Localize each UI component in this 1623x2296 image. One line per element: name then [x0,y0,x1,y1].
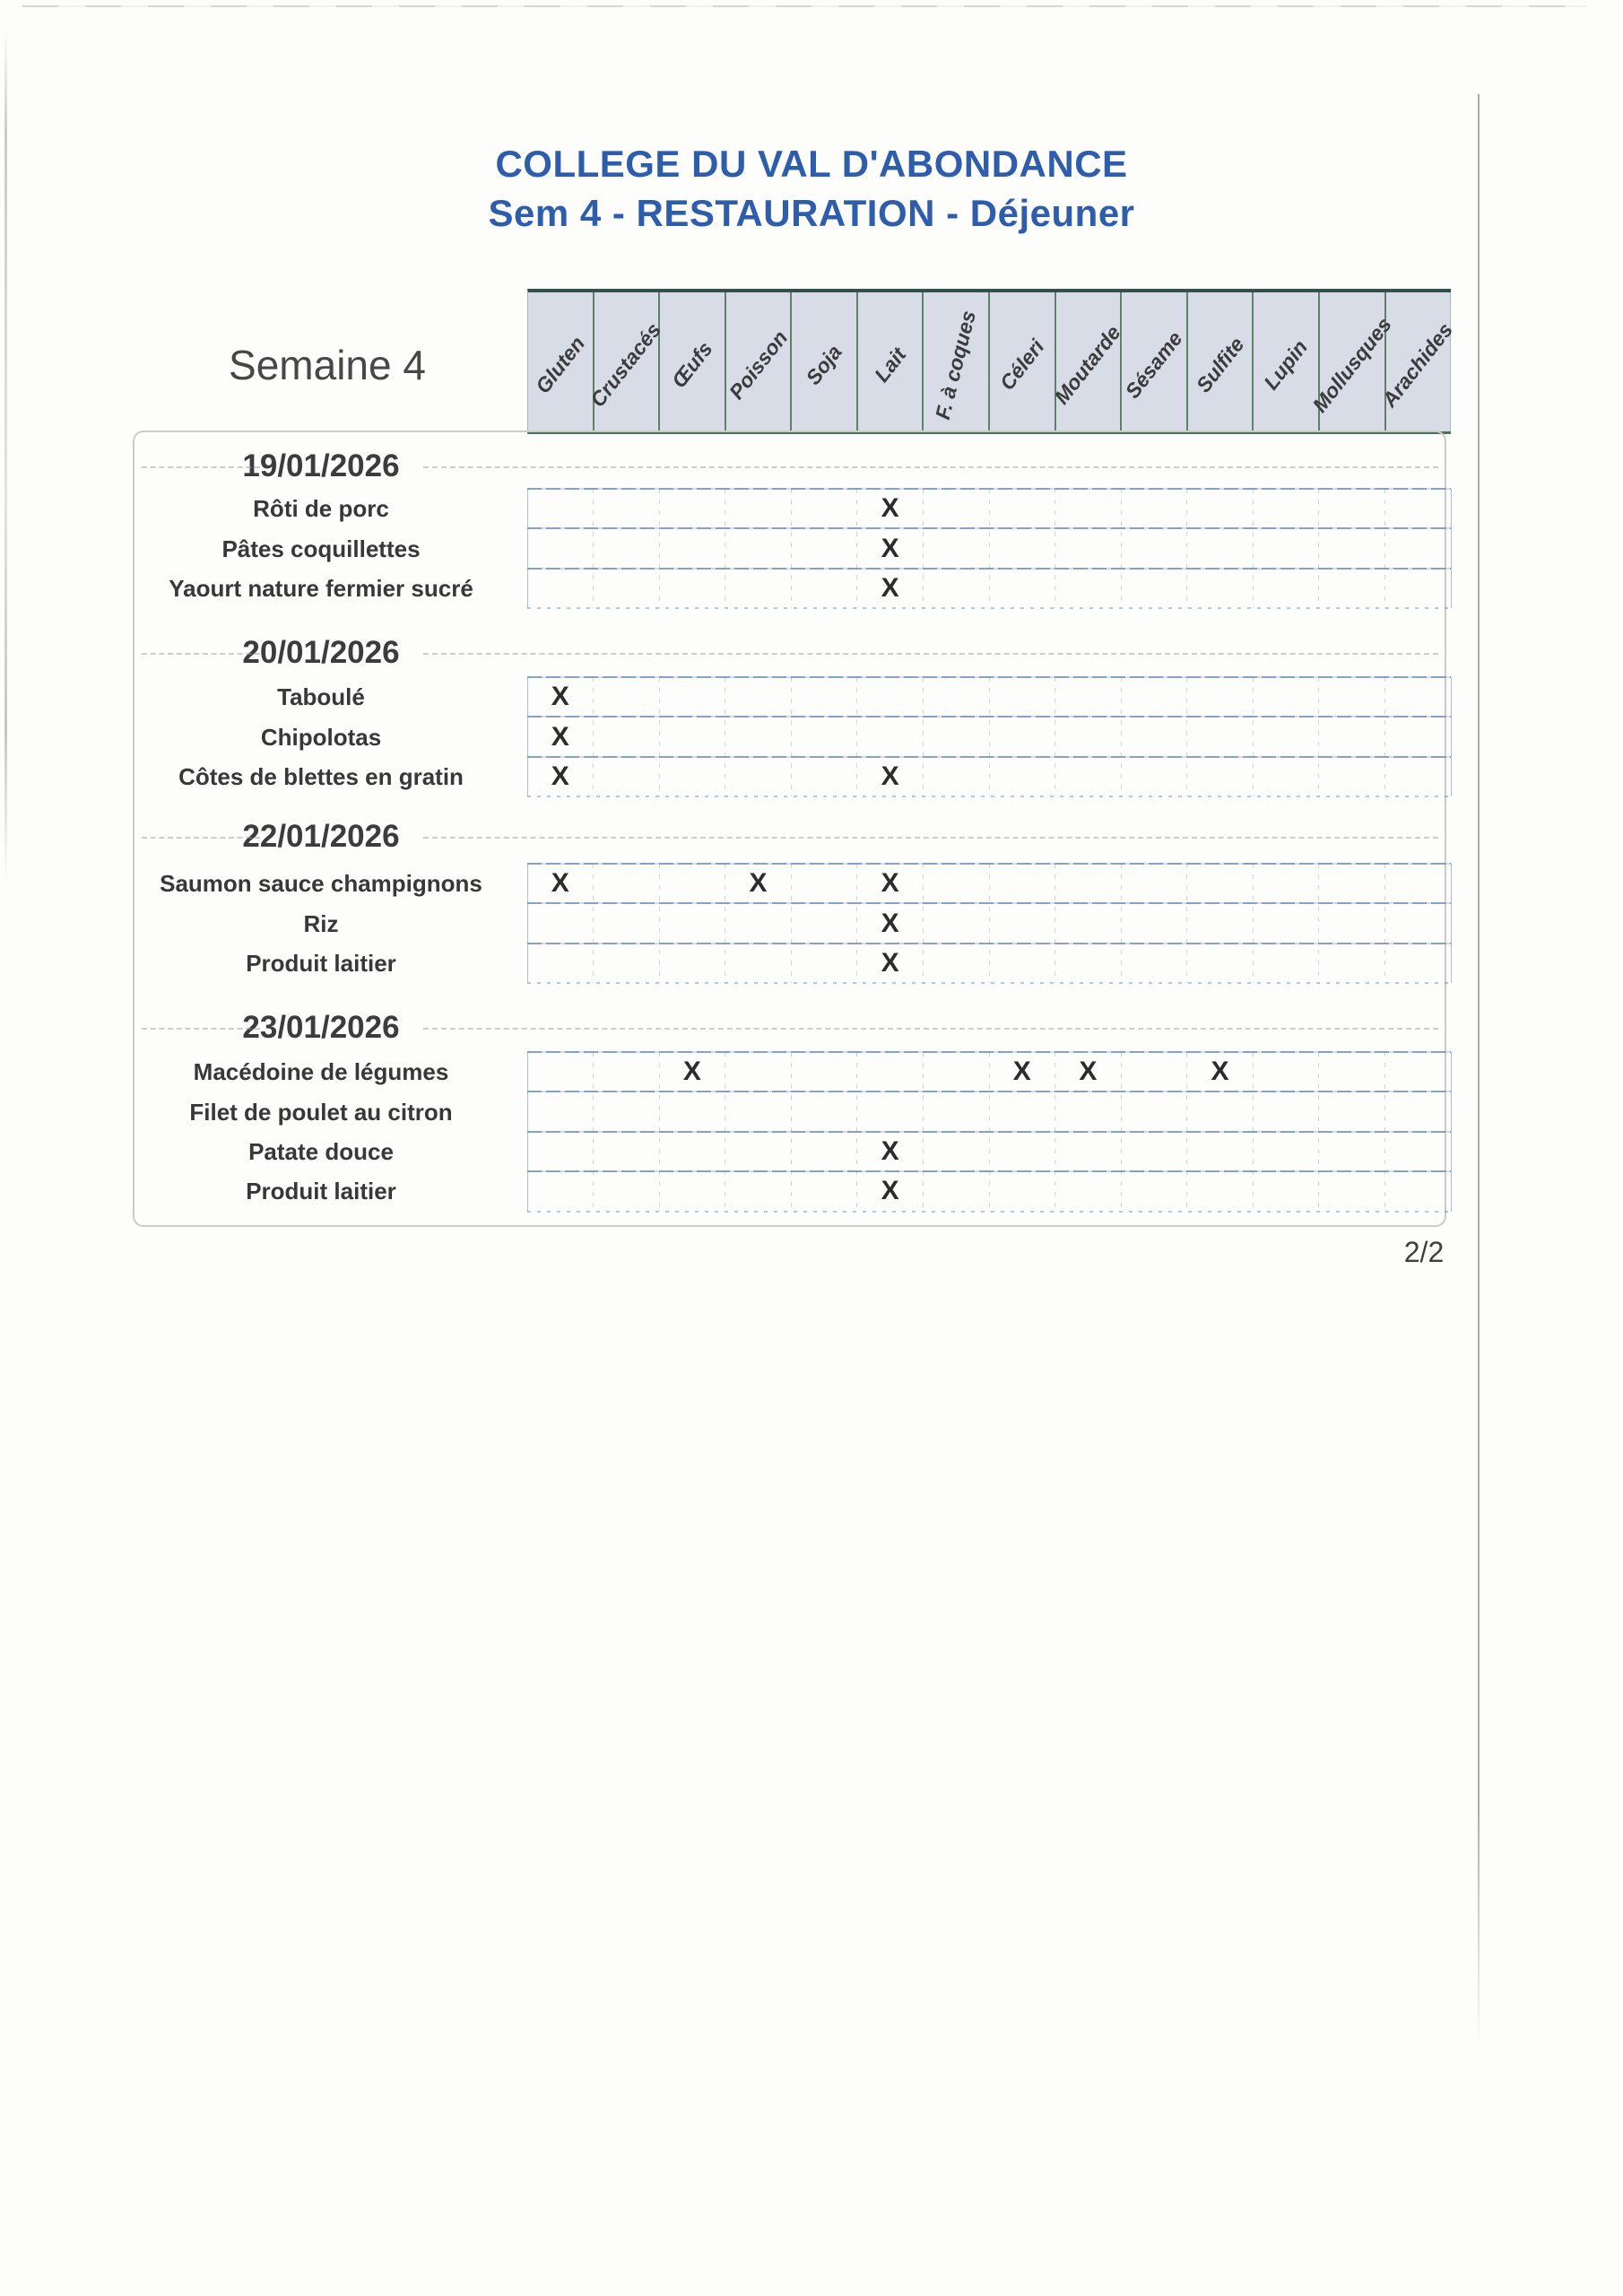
menu-item-label: Taboulé [277,683,365,711]
menu-item-label: Produit laitier [246,950,396,977]
school-name: COLLEGE DU VAL D'ABONDANCE [495,143,1128,185]
menu-item-label: Côtes de blettes en gratin [178,763,464,790]
allergen-label: Lupin [1259,335,1313,394]
grid-column-line [923,864,924,983]
allergen-mark-2: X [682,1057,701,1087]
week-label: Semaine 4 [229,342,426,388]
grid-column-line [923,677,924,796]
scan-artifact-right-edge [1478,94,1480,2049]
grid-column-line [659,864,660,983]
grid-column-line [791,677,792,796]
allergen-header-row [527,289,1458,434]
date-dash-left [142,653,260,655]
grid-column-line [1121,1052,1122,1212]
allergen-grid [527,677,1451,796]
grid-column-line [1318,1052,1319,1212]
grid-column-line [593,1052,594,1212]
allergen-column-9 [1122,292,1188,431]
allergen-label: F. à coques [931,308,981,422]
section-date: 23/01/2026 [242,1010,400,1045]
allergen-mark-0: X [551,761,569,791]
grid-column-line [1384,489,1385,608]
allergen-grid [527,864,1451,983]
grid-column-line [527,677,528,796]
allergen-mark-5: X [881,868,899,899]
grid-column-line [1186,1052,1187,1212]
section-date: 19/01/2026 [242,448,400,483]
menu-item-label: Pâtes coquillettes [221,535,421,562]
menu-item-label: Yaourt nature fermier sucré [169,575,473,602]
allergen-column-12 [1307,292,1396,431]
allergen-column-5 [858,292,924,431]
grid-column-line [1451,1052,1452,1212]
menu-item-label: Rôti de porc [253,495,389,523]
allergen-label: Lait [869,343,911,387]
grid-column-line [989,1052,990,1212]
allergen-column-4 [792,292,858,431]
section-date: 22/01/2026 [242,819,400,854]
grid-column-line [1451,677,1452,796]
grid-column-line [1318,677,1319,796]
allergen-mark-3: X [749,868,768,899]
menu-item-label: Riz [303,909,339,937]
allergen-label: Sulfite [1191,332,1249,396]
allergen-label: Crustacés [586,317,666,412]
allergen-column-7 [990,292,1056,431]
grid-column-line [989,489,990,608]
menu-item-label: Saumon sauce champignons [160,870,482,898]
document-subtitle: Sem 4 - RESTAURATION - Déjeuner [488,192,1135,234]
date-dash-left [142,1028,260,1030]
grid-column-line [989,864,990,983]
grid-column-line [791,1052,792,1212]
grid-column-line [1121,489,1122,608]
allergen-mark-0: X [551,868,569,899]
allergen-column-8 [1049,292,1126,431]
grid-column-line [791,489,792,608]
allergen-grid [527,489,1451,608]
allergen-mark-5: X [881,948,899,978]
date-dash-right [423,837,1438,839]
menu-item-label: Chipolotas [260,723,382,751]
menu-item-label: Filet de poulet au citron [189,1098,453,1126]
grid-column-line [1253,1052,1254,1212]
menu-item-label: Macédoine de légumes [193,1058,449,1086]
grid-column-line [1451,489,1452,608]
grid-column-line [856,489,857,608]
allergen-mark-5: X [881,1176,899,1206]
grid-column-line [856,677,857,796]
grid-column-line [1186,489,1187,608]
grid-column-line [1186,677,1187,796]
grid-column-line [659,489,660,608]
allergen-mark-10: X [1211,1057,1229,1087]
grid-column-line [659,1052,660,1212]
allergen-column-1 [586,292,666,431]
grid-column-line [527,864,528,983]
grid-column-line [1253,864,1254,983]
date-dash-left [142,837,260,839]
grid-column-line [1451,864,1452,983]
grid-column-line [527,489,528,608]
grid-column-line [1384,864,1385,983]
grid-column-line [1121,864,1122,983]
allergen-column-10 [1188,292,1254,431]
grid-column-line [1318,489,1319,608]
allergen-mark-7: X [1012,1057,1031,1087]
grid-column-line [1121,677,1122,796]
grid-column-line [1384,677,1385,796]
grid-column-line [593,677,594,796]
allergen-label: Poisson [724,326,792,404]
grid-column-line [923,489,924,608]
date-dash-right [423,1028,1438,1030]
page-number: 2/2 [1403,1236,1445,1268]
scan-artifact-top-edge [22,5,1587,7]
allergen-column-3 [726,292,793,431]
grid-column-line [659,677,660,796]
date-dash-right [423,466,1438,468]
scan-artifact-left-edge [4,31,7,883]
grid-column-line [791,864,792,983]
grid-column-line [527,1052,528,1212]
grid-column-line [1384,1052,1385,1212]
grid-column-line [1253,489,1254,608]
allergen-column-11 [1254,292,1320,431]
grid-column-line [923,1052,924,1212]
allergen-label: Mollusques [1307,312,1396,417]
document-title [359,142,1264,236]
menu-item-label: Patate douce [248,1138,394,1165]
grid-column-line [1186,864,1187,983]
allergen-label: Soja [801,340,846,389]
allergen-column-6 [924,292,990,431]
allergen-mark-5: X [881,761,899,791]
allergen-label: Œufs [666,336,717,392]
allergen-column-2 [660,292,726,431]
grid-column-line [856,1052,857,1212]
grid-column-line [1318,864,1319,983]
menu-item-label: Produit laitier [246,1178,396,1205]
grid-column-line [856,864,857,983]
allergen-label: Sésame [1120,326,1187,403]
allergen-mark-5: X [881,908,899,938]
allergen-label: Gluten [530,331,590,397]
grid-column-line [1253,677,1254,796]
allergen-grid [527,1052,1451,1212]
allergen-mark-0: X [551,682,569,712]
grid-column-line [593,864,594,983]
allergen-mark-5: X [881,1136,899,1166]
allergen-label: Arachides [1377,317,1458,412]
grid-column-line [593,489,594,608]
allergen-mark-5: X [881,573,899,603]
allergen-column-13 [1377,292,1458,431]
allergen-label: Céleri [994,335,1049,395]
allergen-mark-0: X [551,721,569,752]
grid-column-line [989,677,990,796]
allergen-mark-8: X [1079,1057,1098,1087]
allergen-label: Moutarde [1049,320,1126,409]
allergen-column-0 [528,292,595,431]
date-dash-right [423,653,1438,655]
allergen-mark-5: X [881,493,899,524]
section-date: 20/01/2026 [242,635,400,670]
allergen-mark-5: X [881,533,899,563]
date-dash-left [142,466,260,468]
